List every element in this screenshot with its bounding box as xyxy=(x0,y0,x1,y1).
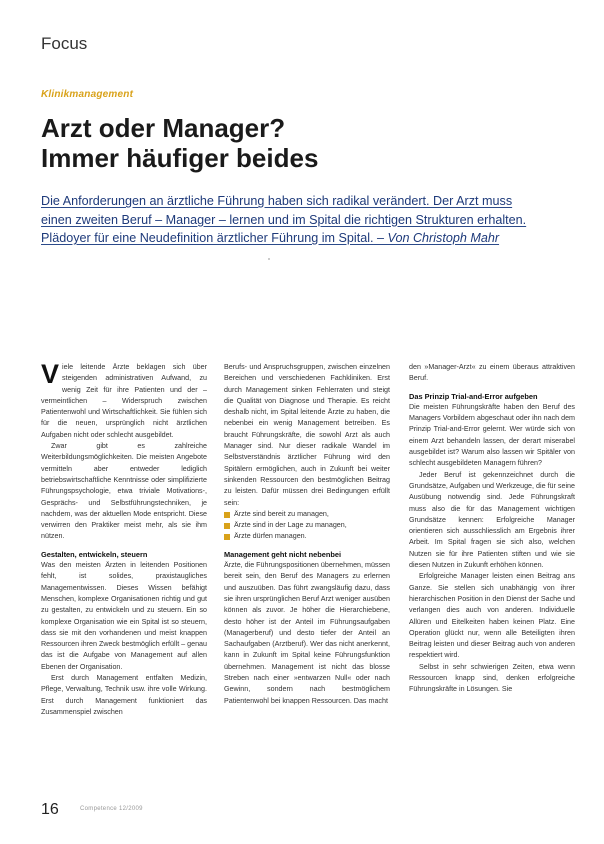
paragraph: Ärzte, die Führungspositionen übernehmen, müssen bereit sein, den Beruf des Managers zu erlernen und auszuüben. Das führt zwangsläufig dazu, dass sie ihren ursprünglichen Beruf Arzt weniger ausüben können als zuvor. Je höher die Hierarchiebene, desto höher ist der Anteil im Führungsaufgaben (Managerberuf) und desto tiefer der Anteil an Sachaufgaben (Arztberuf). Wer das nicht anerkennt, kann in Zukunft im Spital keine Führungsfunktion übernehmen. Management ist nicht das blosse Streben nach einer »entwarzen Null« oder nach Gewinn, sondern nach bestmöglichem Patientenwohl bei knappen Ressourcen. Das macht xyxy=(224,561,390,705)
column-2 xyxy=(224,362,390,707)
paragraph: den »Manager-Arzt« zu einem überaus attraktiven Beruf. xyxy=(409,363,575,383)
byline: – Von Christoph Mahr xyxy=(373,231,500,245)
paragraph-text: iele leitende Ärzte beklagen sich über steigenden administrativen Aufwand, zu wenig Zeit für ihre Patienten und der – vermeintlichen – Widerspruch zwischen Patientenwohl und Wirtschaftlichkeit. Sie fühlen sich für die neuen, ursprünglich nicht ärztlichen Aufgaben nicht oder schlecht ausgebildet. xyxy=(41,363,207,439)
subheading: Das Prinzip Trial-and-Error aufgeben xyxy=(409,391,538,401)
paragraph: Was den meisten Ärzten in leitenden Positionen fehlt, ist solides, praxistaugliches Managementwissen. Dieses Wissen befähigt Menschen, komplexe Organisationen richtig und gut zu gestalten, zu entwickeln und zu steuern. Ein so komplexe Organisation wie ein Spital ist so steuern, dass sie mit den vorhandenen und meist knappen Ressourcen ihren Zweck bestmöglich erfüllt – genau das ist die Aufgabe von Management auf allen Ebenen der Organisation. xyxy=(41,561,207,671)
paragraph: Erst durch Management entfalten Medizin, Pflege, Verwaltung, Technik usw. ihre volle Wirkung. Erst durch Management funktioniert das Zusammenspiel zwischen xyxy=(41,674,207,716)
section-label: Focus xyxy=(41,34,88,53)
column-1 xyxy=(41,359,207,718)
paragraph xyxy=(41,359,207,441)
article-title xyxy=(41,113,561,173)
footer-source: Competence 12/2009 xyxy=(80,806,143,812)
paragraph: Berufs- und Anspruchsgruppen, zwischen einzelnen Bereichen und verschiedenen Fachkliniken. Erst durch Management sinken Fehlerraten und steigt die Qualität von Diagnose und Therapie. Es reicht deshalb nicht, im Spital leitende Ärzte zu haben, die nebenbei ein wenig Management betreiben. Es braucht Führungskräfte, die sowohl Arzt als auch Manager sind. Nur dieser radikale Wandel im Selbstverständnis ärztlicher Führung wird den Spitälern ermöglichen, auch in Zukunft bei weiter sinkenden Ressourcen den bestmöglichen Beitrag zu leisten. Dafür müssen drei Bedingungen erfüllt sein: xyxy=(224,363,390,507)
paragraph: Zwar gibt es zahlreiche Weiterbildungsmöglichkeiten. Die meisten Angebote vermitteln aber entweder lediglich betriebswirtschaftliche Kenntnisse oder simplifizierte Führungspsychologie, etwa triviale Motivations-, Gesprächs- und Selbstführungstechniken, je nachdem, was der aktuellen Mode entspricht. Diese verwirren den Praktiker meist mehr, als sie ihm nützen. xyxy=(41,442,207,541)
lead-line-1: Die Anforderungen an ärztliche Führung haben sich radikal verändert. Der Arzt muss xyxy=(41,194,513,208)
list-item: Ärzte sind bereit zu managen, xyxy=(224,509,390,520)
paragraph: Jeder Beruf ist gekennzeichnet durch die Grundsätze, Aufgaben und Werkzeuge, die für seine Ausübung notwendig sind. Jede Führungskraft muss also die für das Management wichtigen Grundsätze kennen: Erfolgreiche Manager orientieren sich ausschliesslich am Ergebnis ihrer Arbeit. Im Spital fragen sie sich also, welchen Nutzen sie für ihre Patienten stiften und wie sie diesen Nutzen in Zukunft erhöhen können. xyxy=(409,470,575,570)
page-number: 16 xyxy=(41,801,59,818)
lead-line-3 xyxy=(41,229,571,248)
list-item: Ärzte dürfen managen. xyxy=(224,531,390,542)
subheading: Gestalten, entwickeln, steuern xyxy=(41,549,148,559)
article-lead xyxy=(41,192,571,248)
paragraph: Erfolgreiche Manager leisten einen Beitrag ans Ganze. Sie stellen sich unabhängig von ihrer hierarchischen Position in den Dienst der Sache und verlangen dies auch von anderen. Individuelle Allüren und Eitelkeiten haben keinen Platz. Eine Operation glückt nur, wenn alle Beteiligten ihren Beitrag leisten und dieser Beitrag auch von anderen respektiert wird. xyxy=(409,572,575,660)
subheading: Management geht nicht nebenbei xyxy=(224,549,342,559)
lead-line-2: einen zweiten Beruf – Manager – lernen und im Spital die richtigen Strukturen erhalten. xyxy=(41,212,527,227)
paragraph: Die meisten Führungskräfte haben den Beruf des Managers Vorbildern abgeschaut oder ihn nach dem Prinzip Trial-and-Error gelernt. Wer würde sich von einem Arzt behandeln lassen, der derart miserabel ausgebildet ist? Warum also lassen wir Spitäler von schlecht ausgebildeten Managern führen? xyxy=(409,402,575,468)
list-item: Ärzte sind in der Lage zu managen, xyxy=(224,520,390,531)
lead-text: Plädoyer für eine Neudefinition ärztlicher Führung im Spital. xyxy=(41,231,374,245)
title-line-2: Immer häufiger beides xyxy=(41,143,319,173)
scan-speck xyxy=(268,258,270,260)
drop-cap: V xyxy=(41,359,60,389)
rubric-label: Klinikmanagement xyxy=(41,89,134,100)
paragraph: Selbst in sehr schwierigen Zeiten, etwa wenn Ressourcen knapp sind, denken erfolgreiche Führungskräfte in Lösungen. Sie xyxy=(409,662,575,694)
title-line-1: Arzt oder Manager? xyxy=(41,113,286,143)
column-3 xyxy=(409,362,575,696)
bullet-list xyxy=(224,509,390,543)
